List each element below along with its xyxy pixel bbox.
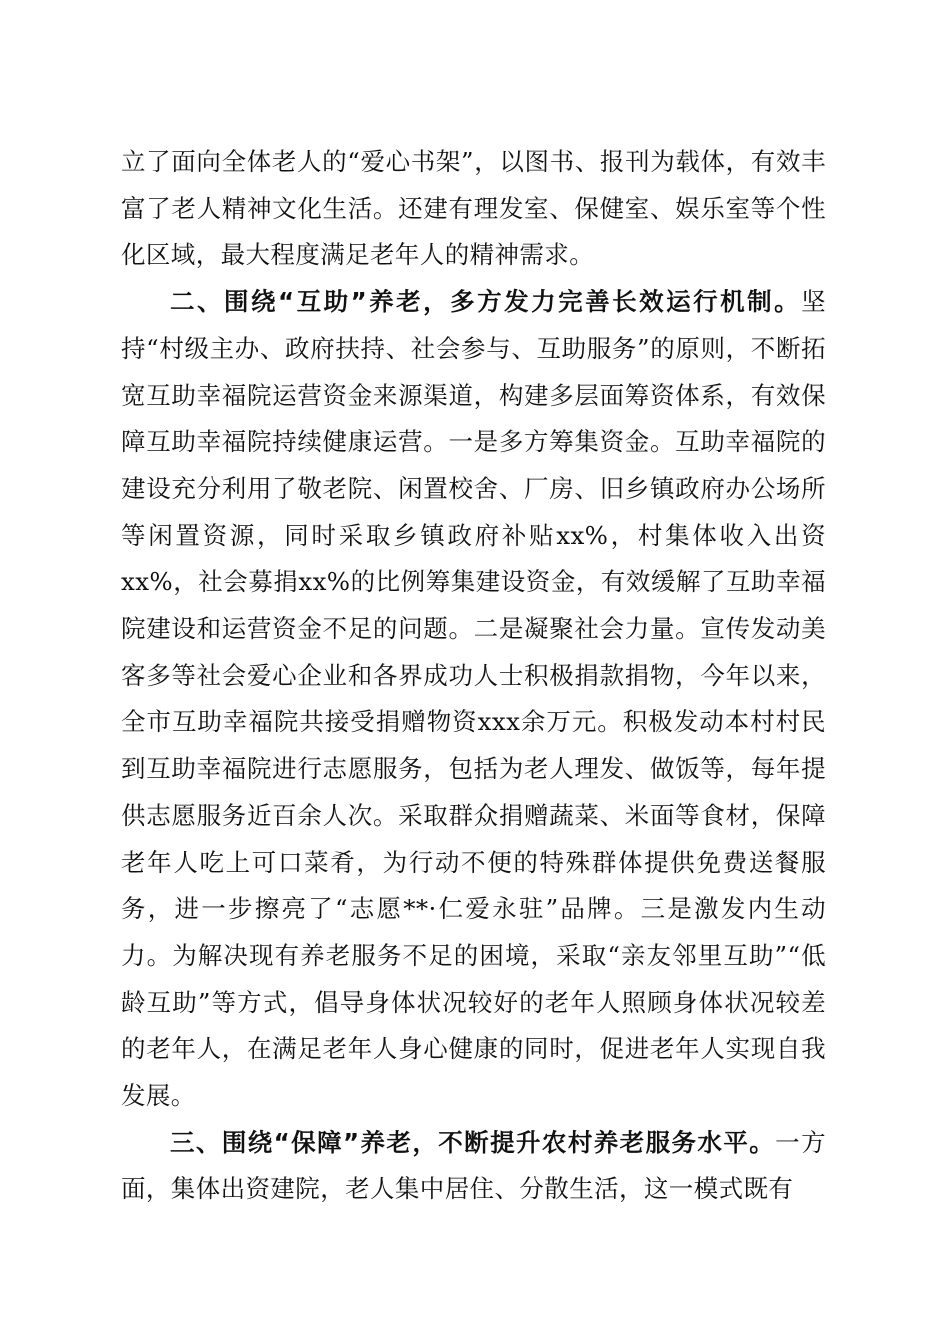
section-heading: 三、围绕“保障”养老，不断提升农村养老服务水平。: [170, 1127, 776, 1157]
paragraph-section-three: [121, 1120, 826, 1213]
paragraph-body: 立了面向全体老人的“爱心书架”，以图书、报刊为载体，有效丰富了老人精神文化生活。还建有理发室、保健室、娱乐室等个性化区域，最大程度满足老年人的精神需求。: [121, 147, 826, 270]
paragraph-body: 一方面，集体出资建院，老人集中居住、分散生活，这一模式既有: [121, 1127, 826, 1204]
document-body: [121, 139, 826, 1213]
paragraph-body: 坚持“村级主办、政府扶持、社会参与、互助服务”的原则，不断拓宽互助幸福院运营资金来源渠道，构建多层面筹资体系，有效保障互助幸福院持续健康运营。一是多方筹集资金。互助幸福院的建设充分利用了敬老院、闲置校舍、厂房、旧乡镇政府办公场所等闲置资源，同时采取乡镇政府补贴xx%，村集体收入出资xx%，社会募捐xx%的比例筹集建设资金，有效缓解了互助幸福院建设和运营资金不足的问题。二是凝聚社会力量。宣传发动美客多等社会爱心企业和各界成功人士积极捐款捐物，今年以来，全市互助幸福院共接受捐赠物资xxx余万元。积极发动本村村民到互助幸福院进行志愿服务，包括为老人理发、做饭等，每年提供志愿服务近百余人次。采取群众捐赠蔬菜、米面等食材，保障老年人吃上可口菜肴，为行动不便的特殊群体提供免费送餐服务，进一步擦亮了“志愿**·仁爱永驻”品牌。三是激发内生动力。为解决现有养老服务不足的困境，采取“亲友邻里互助”“低龄互助”等方式，倡导身体状况较好的老年人照顾身体状况较差的老年人，在满足老年人身心健康的同时，促进老年人实现自我发展。: [121, 287, 826, 1111]
section-heading: 二、围绕“互助”养老，多方发力完善长效运行机制。: [170, 287, 802, 317]
paragraph-continuation: [121, 139, 826, 279]
paragraph-section-two: [121, 279, 826, 1120]
